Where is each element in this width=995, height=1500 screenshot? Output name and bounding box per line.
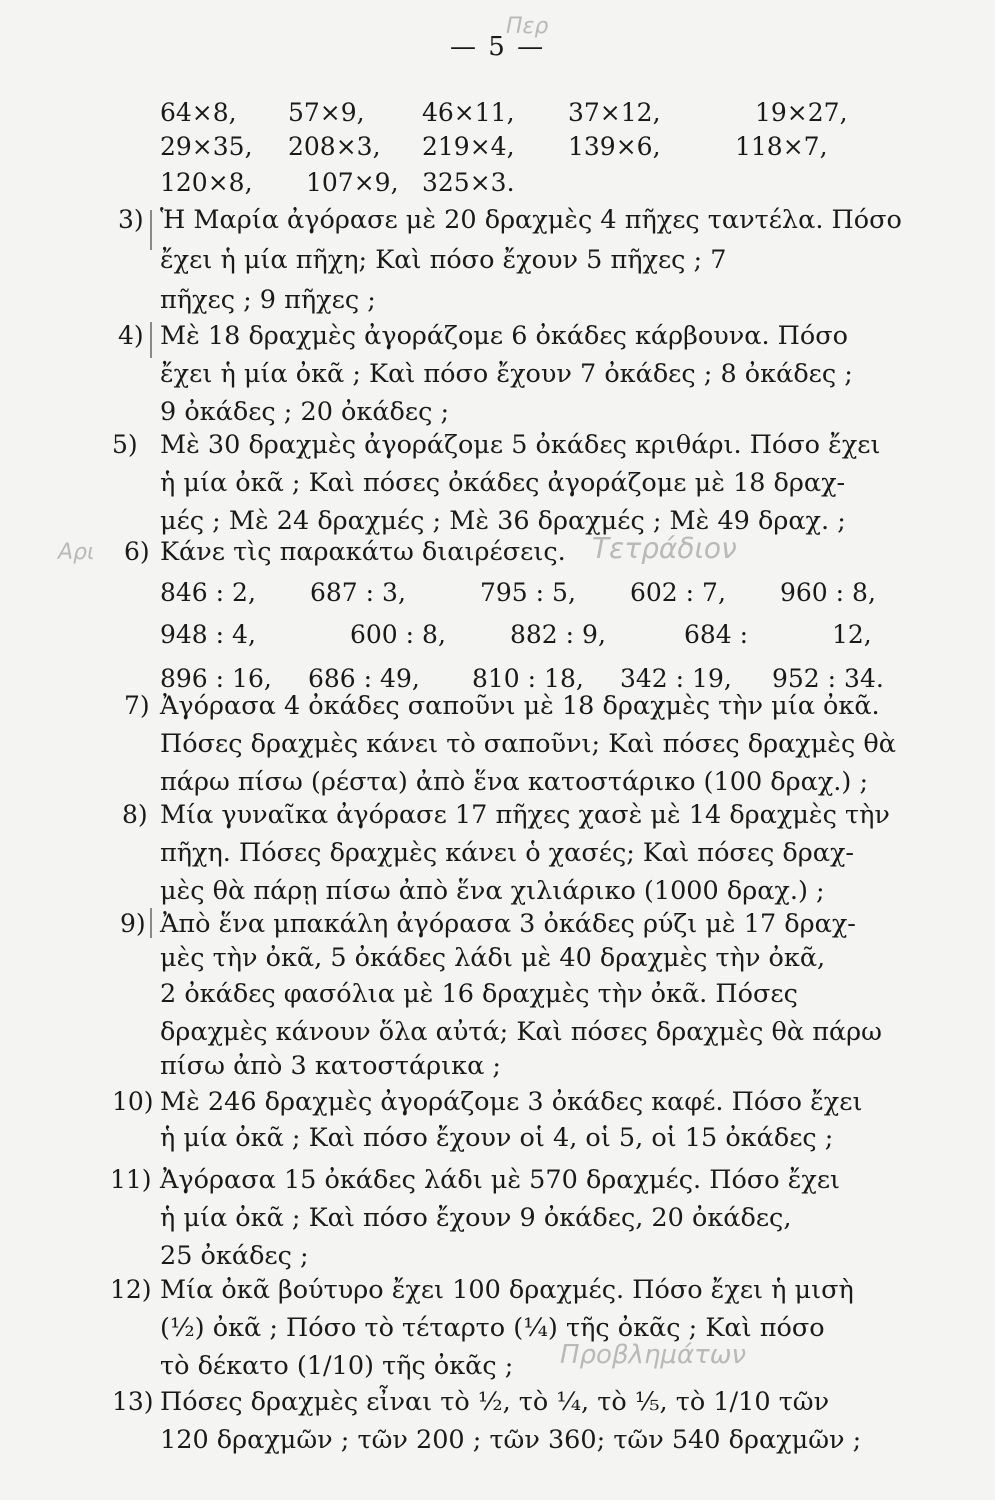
multiplication-item: 208×3, bbox=[288, 132, 381, 161]
division-item: 684 : bbox=[684, 620, 749, 649]
pencil-bracket bbox=[150, 210, 152, 250]
division-item: 882 : 9, bbox=[510, 620, 606, 649]
exercise-number: 4) bbox=[118, 321, 144, 350]
multiplication-item: 107×9, bbox=[306, 168, 399, 197]
exercise-line: μὲς τὴν ὀκᾶ, 5 ὀκάδες λάδι μὲ 40 δραχμὲς τὴν ὀκᾶ, bbox=[160, 943, 826, 973]
page-number: — 5 — bbox=[450, 32, 546, 62]
division-item: 600 : 8, bbox=[350, 620, 446, 649]
division-item: 810 : 18, bbox=[472, 664, 584, 693]
exercise-line: Ἀγόρασα 4 ὀκάδες σαποῦνι μὲ 18 δραχμὲς τὴν μία ὀκᾶ. bbox=[160, 691, 880, 721]
exercise-line: δραχμὲς κάνουν ὅλα αὐτά; Καὶ πόσες δραχμὲς θὰ πάρω bbox=[160, 1017, 882, 1047]
exercise-line: Μὲ 246 δραχμὲς ἀγοράζομε 3 ὀκάδες καφέ. Πόσο ἔχει bbox=[160, 1087, 863, 1117]
pencil-annotation-right-margin: Τετράδιον bbox=[592, 532, 737, 565]
exercise-number: 6) bbox=[124, 537, 150, 566]
multiplication-item: 118×7, bbox=[735, 132, 828, 161]
exercise-line: (½) ὀκᾶ ; Πόσο τὸ τέταρτο (¼) τῆς ὀκᾶς ; Καὶ πόσο bbox=[160, 1313, 825, 1343]
division-item: 952 : 34. bbox=[772, 664, 884, 693]
pencil-annotation-bottom: Προβλημάτων bbox=[560, 1340, 747, 1370]
multiplication-item: 19×27, bbox=[755, 98, 848, 127]
exercise-line: Κάνε τὶς παρακάτω διαιρέσεις. bbox=[160, 537, 566, 567]
exercise-line: Μία ὀκᾶ βούτυρο ἔχει 100 δραχμές. Πόσο ἔχει ἡ μισὴ bbox=[160, 1275, 854, 1305]
multiplication-item: 46×11, bbox=[422, 98, 515, 127]
pencil-bracket bbox=[150, 908, 152, 938]
exercise-line: πίσω ἀπὸ 3 κατοστάρικα ; bbox=[160, 1051, 502, 1081]
exercise-line: ἡ μία ὀκᾶ ; Καὶ πόσο ἔχουν 9 ὀκάδες, 20 ὀκάδες, bbox=[160, 1203, 792, 1233]
exercise-line: 25 ὀκάδες ; bbox=[160, 1241, 309, 1271]
exercise-line: 2 ὀκάδες φασόλια μὲ 16 δραχμὲς τὴν ὀκᾶ. Πόσες bbox=[160, 979, 798, 1009]
exercise-line: τὸ δέκατο (1/10) τῆς ὀκᾶς ; bbox=[160, 1351, 514, 1381]
exercise-number: 10) bbox=[112, 1087, 154, 1116]
pencil-bracket bbox=[150, 322, 152, 358]
exercise-number: 9) bbox=[120, 909, 146, 938]
exercise-line: πῆχη. Πόσες δραχμὲς κάνει ὁ χασές; Καὶ πόσες δραχ- bbox=[160, 838, 855, 868]
exercise-line: Μὲ 18 δραχμὲς ἀγοράζομε 6 ὀκάδες κάρβουνα. Πόσο bbox=[160, 321, 849, 351]
multiplication-item: 120×8, bbox=[160, 168, 253, 197]
pencil-annotation-top: Περ bbox=[506, 14, 549, 39]
exercise-line: Πόσες δραχμὲς εἶναι τὸ ½, τὸ ¼, τὸ ⅕, τὸ 1/10 τῶν bbox=[160, 1387, 830, 1417]
exercise-line: Ἡ Μαρία ἀγόρασε μὲ 20 δραχμὲς 4 πῆχες ταντέλα. Πόσο bbox=[160, 205, 902, 235]
exercise-number: 13) bbox=[112, 1387, 154, 1416]
multiplication-item: 57×9, bbox=[288, 98, 365, 127]
exercise-number: 5) bbox=[112, 430, 138, 459]
division-item: 846 : 2, bbox=[160, 578, 256, 607]
exercise-line: πάρω πίσω (ρέστα) ἀπὸ ἕνα κατοστάρικο (100 δραχ.) ; bbox=[160, 767, 869, 797]
multiplication-item: 325×3. bbox=[422, 168, 515, 197]
exercise-line: Ἀπὸ ἕνα μπακάλη ἀγόρασα 3 ὀκάδες ρύζι μὲ 17 δραχ- bbox=[160, 909, 856, 939]
exercise-line: Μία γυναῖκα ἀγόρασε 17 πῆχες χασὲ μὲ 14 δραχμὲς τὴν bbox=[160, 800, 890, 830]
exercise-line: ἡ μία ὀκᾶ ; Καὶ πόσο ἔχουν οἱ 4, οἱ 5, οἱ 15 ὀκάδες ; bbox=[160, 1123, 834, 1153]
exercise-number: 11) bbox=[110, 1165, 152, 1194]
division-item: 948 : 4, bbox=[160, 620, 256, 649]
exercise-number: 8) bbox=[122, 800, 148, 829]
exercise-line: πῆχες ; 9 πῆχες ; bbox=[160, 285, 376, 315]
exercise-number: 7) bbox=[124, 691, 150, 720]
exercise-line: Ἀγόρασα 15 ὀκάδες λάδι μὲ 570 δραχμές. Πόσο ἔχει bbox=[160, 1165, 841, 1195]
division-item: 960 : 8, bbox=[780, 578, 876, 607]
division-item: 602 : 7, bbox=[630, 578, 726, 607]
multiplication-item: 37×12, bbox=[568, 98, 661, 127]
multiplication-item: 139×6, bbox=[568, 132, 661, 161]
exercise-number: 12) bbox=[110, 1275, 152, 1304]
exercise-line: ἡ μία ὀκᾶ ; Καὶ πόσες ὀκάδες ἀγοράζομε μὲ 18 δραχ- bbox=[160, 468, 846, 498]
division-item: 795 : 5, bbox=[480, 578, 576, 607]
division-item: 687 : 3, bbox=[310, 578, 406, 607]
division-item: 12, bbox=[832, 620, 872, 649]
exercise-line: 120 δραχμῶν ; τῶν 200 ; τῶν 360; τῶν 540 δραχμῶν ; bbox=[160, 1425, 862, 1455]
division-item: 686 : 49, bbox=[308, 664, 420, 693]
exercise-line: 9 ὀκάδες ; 20 ὀκάδες ; bbox=[160, 397, 450, 427]
multiplication-item: 64×8, bbox=[160, 98, 237, 127]
exercise-line: μὲς θὰ πάρῃ πίσω ἀπὸ ἕνα χιλιάρικο (1000 δραχ.) ; bbox=[160, 876, 825, 906]
exercise-line: ἔχει ἡ μία πῆχη; Καὶ πόσο ἔχουν 5 πῆχες ; 7 bbox=[160, 245, 727, 275]
exercise-number: 3) bbox=[118, 205, 144, 234]
division-item: 896 : 16, bbox=[160, 664, 272, 693]
multiplication-item: 29×35, bbox=[160, 132, 253, 161]
multiplication-item: 219×4, bbox=[422, 132, 515, 161]
pencil-annotation-left-margin: Αρι bbox=[58, 540, 95, 565]
exercise-line: ἔχει ἡ μία ὀκᾶ ; Καὶ πόσο ἔχουν 7 ὀκάδες ; 8 ὀκάδες ; bbox=[160, 359, 853, 389]
exercise-line: μές ; Μὲ 24 δραχμές ; Μὲ 36 δραχμές ; Μὲ 49 δραχ. ; bbox=[160, 506, 846, 536]
exercise-line: Μὲ 30 δραχμὲς ἀγοράζομε 5 ὀκάδες κριθάρι. Πόσο ἔχει bbox=[160, 430, 881, 460]
exercise-line: Πόσες δραχμὲς κάνει τὸ σαποῦνι; Καὶ πόσες δραχμὲς θὰ bbox=[160, 729, 896, 759]
division-item: 342 : 19, bbox=[620, 664, 732, 693]
